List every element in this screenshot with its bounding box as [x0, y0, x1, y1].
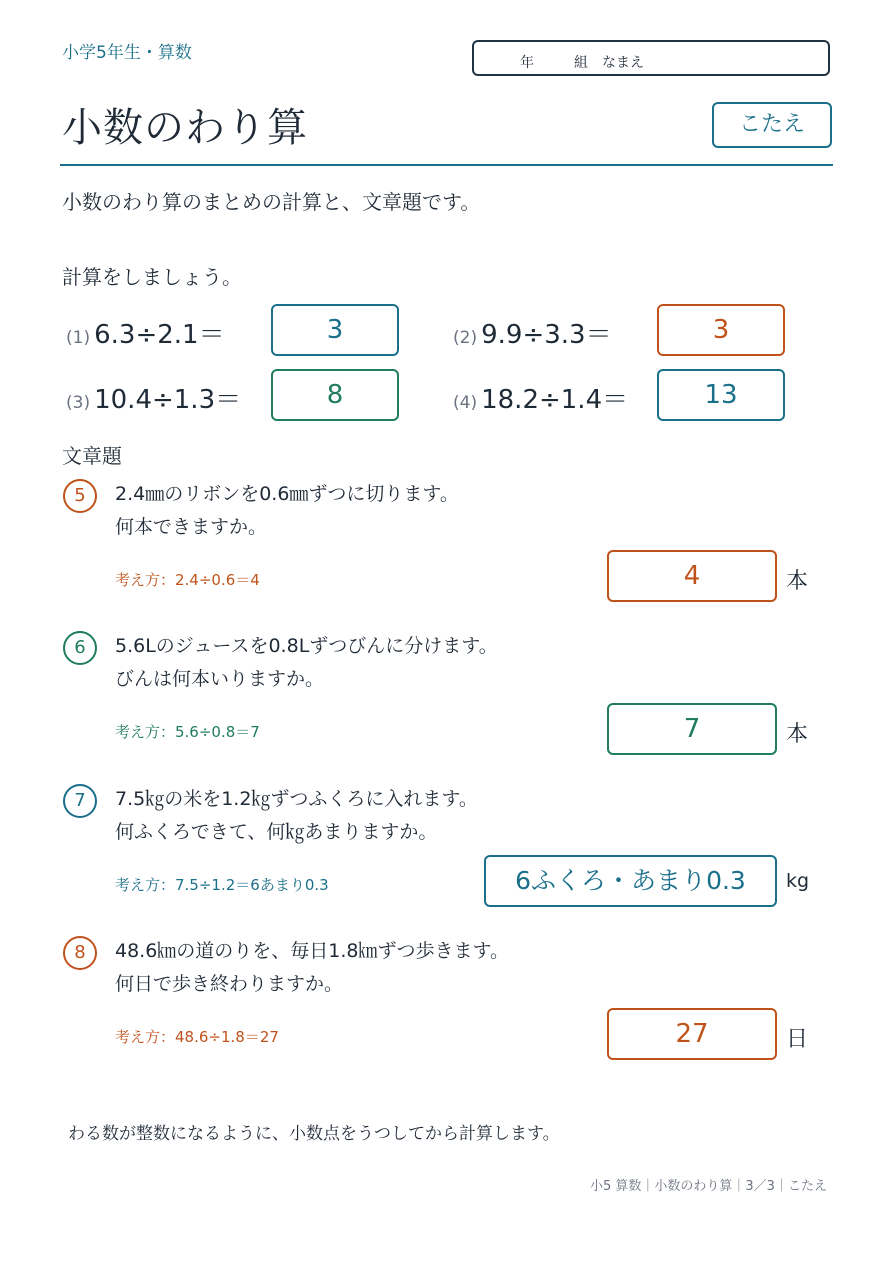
problem-line: 何本できますか。: [115, 516, 268, 538]
problem-text-8: [115, 935, 509, 1001]
problem-number-8: 8: [63, 936, 97, 970]
hint-7: 考え方：7.5÷1.2＝6あまり0.3: [115, 876, 329, 894]
grade-label: 小学5年生・算数: [62, 43, 192, 63]
answer-badge: こたえ: [712, 102, 832, 148]
calc-expression: 6.3÷2.1＝: [94, 320, 225, 350]
hint-6: 考え方：5.6÷0.8＝7: [115, 723, 260, 741]
problem-text-7: [115, 783, 478, 849]
page-footer: 小5 算数｜小数のわり算｜3／3｜こたえ: [590, 1179, 827, 1194]
intro-text: 小数のわり算のまとめの計算と、文章題です。: [62, 190, 481, 214]
calc-expression: 18.2÷1.4＝: [481, 385, 629, 415]
calc-number: (4): [453, 393, 478, 413]
tip-note: わる数が整数になるように、小数点をうつしてから計算します。: [68, 1124, 560, 1144]
calc-answer-1: 3: [271, 304, 399, 356]
problem-line: 何日で歩き終わりますか。: [115, 973, 344, 995]
problem-number-5: 5: [63, 479, 97, 513]
unit-label-5: 本: [786, 569, 809, 594]
header-divider: [60, 164, 833, 166]
hint-5: 考え方：2.4÷0.6＝4: [115, 571, 260, 589]
problem-text-6: [115, 630, 498, 696]
unit-label-6: 本: [786, 722, 809, 747]
name-label: なまえ: [602, 55, 644, 71]
calc-item-4: [453, 379, 628, 416]
answer-box-5: 4: [607, 550, 777, 602]
problem-line: 5.6Lのジュースを0.8Lずつびんに分けます。: [115, 635, 498, 657]
calc-answer-2: 3: [657, 304, 785, 356]
problem-line: 何ふくろできて、何㎏あまりますか。: [115, 821, 438, 843]
unit-label-7: kg: [786, 870, 810, 892]
problem-line: びんは何本いりますか。: [115, 668, 325, 690]
calc-item-1: [66, 314, 225, 351]
calc-item-2: [453, 314, 612, 351]
calc-number: (2): [453, 328, 478, 348]
unit-label-8: 日: [786, 1027, 809, 1052]
problem-text-5: [115, 478, 459, 544]
name-box: [472, 40, 830, 76]
calc-answer-3: 8: [271, 369, 399, 421]
answer-box-6: 7: [607, 703, 777, 755]
calc-number: (3): [66, 393, 91, 413]
calc-expression: 10.4÷1.3＝: [94, 385, 242, 415]
calc-heading: 計算をしましょう。: [62, 265, 242, 289]
problem-line: 48.6㎞の道のりを、毎日1.8㎞ずつ歩きます。: [115, 940, 510, 962]
answer-box-7: 6ふくろ・あまり0.3: [484, 855, 777, 907]
year-label: 年: [520, 55, 534, 71]
page-title: 小数のわり算: [62, 105, 308, 151]
answer-box-8: 27: [607, 1008, 777, 1060]
class-label: 組: [574, 55, 588, 71]
calc-item-3: [66, 379, 241, 416]
calc-number: (1): [66, 328, 91, 348]
problem-line: 7.5㎏の米を1.2㎏ずつふくろに入れます。: [115, 788, 478, 810]
problem-number-6: 6: [63, 631, 97, 665]
calc-answer-4: 13: [657, 369, 785, 421]
problem-number-7: 7: [63, 784, 97, 818]
problem-line: 2.4㎜のリボンを0.6㎜ずつに切ります。: [115, 483, 459, 505]
calc-expression: 9.9÷3.3＝: [481, 320, 612, 350]
hint-8: 考え方：48.6÷1.8＝27: [115, 1028, 279, 1046]
word-problems-heading: 文章題: [62, 444, 122, 468]
